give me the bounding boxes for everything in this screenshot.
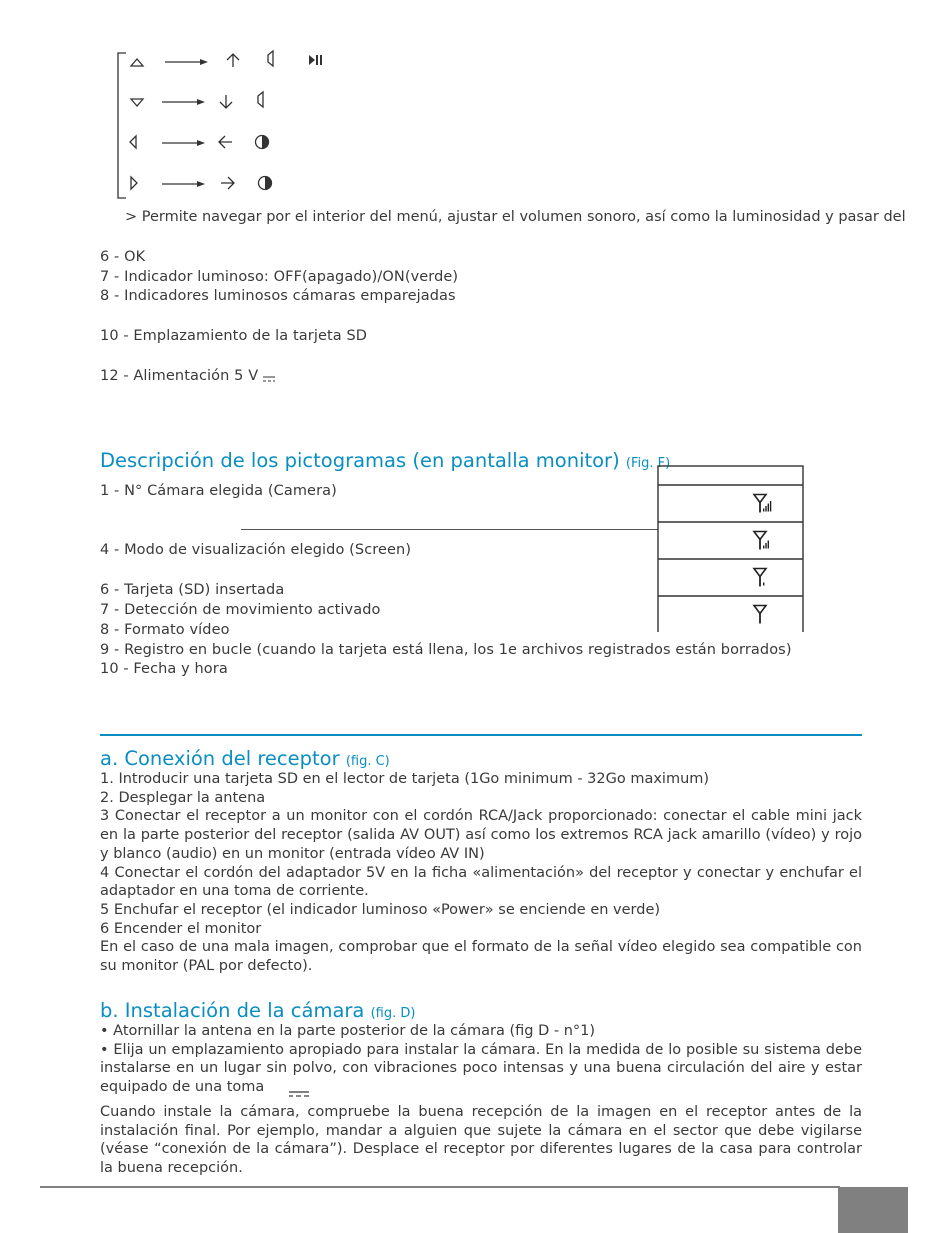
- receiver-item-label: 12 - Alimentación 5 V: [100, 368, 259, 384]
- section-divider: [100, 734, 862, 736]
- signal-icon: [754, 569, 766, 587]
- section-a-title: a. Conexión del receptor: [100, 747, 340, 770]
- paragraph: En el caso de una mala imagen, comprobar que el formato de la señal vídeo elegido sea compatible con su monitor (PAL por defecto).: [100, 939, 862, 975]
- section-b-title: b. Instalación de la cámara: [100, 999, 365, 1022]
- pictogram-item: 7 - Detección de movimiento activado: [100, 602, 381, 618]
- receiver-item: 6 - OK: [100, 249, 146, 265]
- pictogram-item: 1 - N° Cámara elegida (Camera): [100, 483, 337, 499]
- up-arrow-icon: [227, 54, 239, 67]
- play-pause-icon: [309, 55, 322, 65]
- pictogram-item: 9 - Registro en bucle (cuando la tarjeta está llena, los 1e archivos registrados están borrados): [100, 642, 792, 658]
- fig-reference: (fig. C): [345, 754, 390, 769]
- volume-icon: [258, 92, 263, 107]
- pictograms-title: Descripción de los pictogramas (en pantalla monitor): [100, 449, 620, 472]
- left-key-icon: [130, 136, 136, 148]
- fig-reference: (Fig. F): [625, 456, 671, 471]
- paragraph: 1. Introducir una tarjeta SD en el lector de tarjeta (1Go minimum - 32Go maximum): [100, 771, 710, 787]
- page-number-block: [838, 1187, 908, 1233]
- section-b-final: Cuando instale la cámara, compruebe la buena recepción de la imagen en el receptor antes de la instalación final. Por ejemplo, mandar a alguien que sujete la cámara en el sector que debe vigilarse (véase “conexión de la cámara”). Desplace el receptor por diferentes lugares de la casa para controlar la buena recepción.: [100, 1104, 862, 1177]
- pictogram-item: 8 - Formato vídeo: [100, 622, 230, 638]
- section-a-heading: [100, 747, 390, 770]
- section-b-heading: [100, 999, 415, 1022]
- section-b-body: [100, 1022, 862, 1097]
- paragraph: • Atornillar la antena en la parte posterior de la cámara (fig D - n°1): [100, 1023, 596, 1039]
- down-key-icon: [131, 99, 143, 106]
- paragraph: • Elija un emplazamiento apropiado para instalar la cámara. En la medida de lo posible su sistema debe instalarse en un lugar sin polvo, con vibraciones poco intensas y una buena circulación del aire y estar equipado de una toma: [100, 1041, 862, 1096]
- pictograms-heading: [100, 449, 670, 472]
- pictogram-item: 10 - Fecha y hora: [100, 661, 228, 677]
- left-arrow-icon: [219, 136, 232, 148]
- paragraph: 5 Enchufar el receptor (el indicador luminoso «Power» se enciende en verde): [100, 901, 661, 918]
- pictogram-item: 4 - Modo de visualización elegido (Screen): [100, 542, 412, 558]
- down-arrow-icon: [220, 95, 232, 108]
- receiver-item-power: [100, 368, 275, 384]
- footer-rule: [40, 1186, 840, 1188]
- receiver-item: 7 - Indicador luminoso: OFF(apagado)/ON(verde): [100, 269, 459, 285]
- signal-icon: [754, 606, 766, 624]
- paragraph: 6 Encender el monitor: [100, 920, 262, 937]
- receiver-item: 8 - Indicadores luminosos cámaras emparejadas: [100, 288, 456, 304]
- bracket: [118, 53, 126, 198]
- right-key-icon: [131, 177, 137, 189]
- up-key-icon: [131, 59, 143, 66]
- dc-symbol-icon: [289, 1090, 309, 1098]
- paragraph: 2. Desplegar la antena: [100, 789, 266, 806]
- fig-reference: (fig. D): [370, 1006, 416, 1021]
- nav-note: > Permite navegar por el interior del menú, ajustar el volumen sonoro, así como la luminosidad y pasar del: [125, 209, 906, 225]
- receiver-item: 10 - Emplazamiento de la tarjeta SD: [100, 328, 368, 344]
- paragraph: 4 Conectar el cordón del adaptador 5V en la ficha «alimentación» del receptor y conectar y enchufar el adaptador en una toma de corriente.: [100, 864, 862, 900]
- paragraph: 3 Conectar el receptor a un monitor con el cordón RCA/Jack proporcionado: conectar el cable mini jack en la parte posterior del receptor (salida AV OUT) así como los extremos RCA jack amarillo (vídeo) y rojo y blanco (audio) en un monitor (entrada vídeo AV IN): [100, 808, 862, 862]
- navigation-keys-diagram: [110, 45, 340, 205]
- right-arrow-icon: [221, 177, 234, 189]
- leader-line: [241, 529, 658, 530]
- pictogram-item: 6 - Tarjeta (SD) insertada: [100, 582, 285, 598]
- section-a-body: [100, 770, 862, 976]
- signal-icon: [754, 532, 769, 550]
- signal-icon: [754, 495, 771, 513]
- signal-strength-table: [657, 465, 805, 632]
- table-border: [658, 466, 803, 632]
- volume-icon: [268, 51, 273, 66]
- dc-symbol-icon: [263, 375, 275, 383]
